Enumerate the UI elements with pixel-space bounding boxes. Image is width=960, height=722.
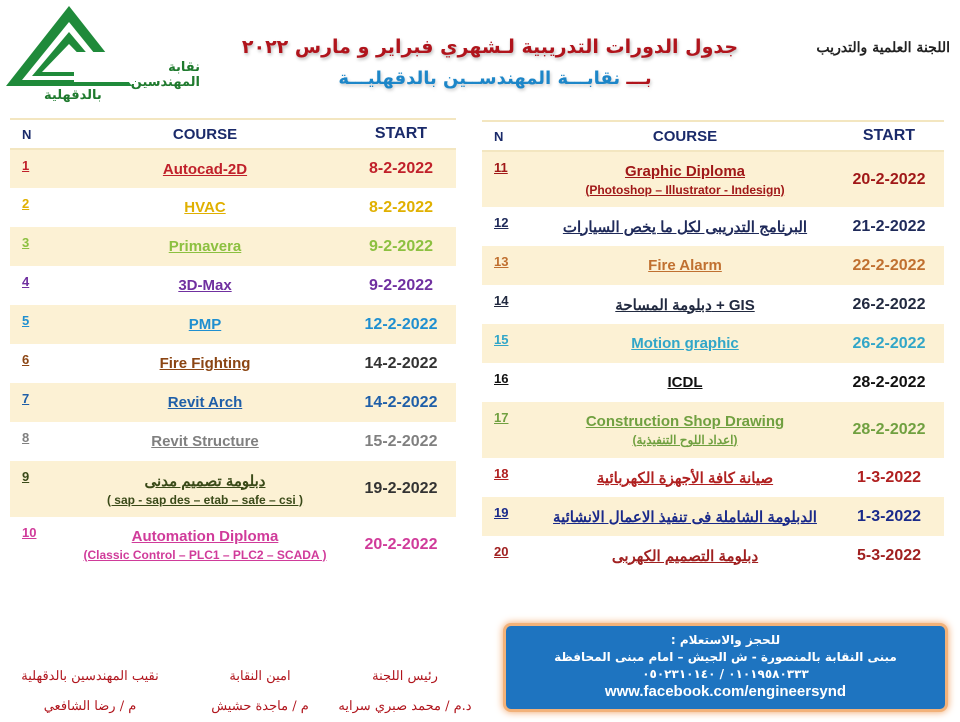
course-subtitle: ( sap - sap des – etab – safe – csi ) <box>106 492 304 507</box>
course-row <box>10 422 456 461</box>
course-name: Revit Structure <box>151 433 259 450</box>
course-number: 19 <box>482 497 536 536</box>
course-start-date: 8-2-2022 <box>346 149 456 188</box>
course-name-cell <box>536 458 834 497</box>
course-number: 11 <box>482 151 536 207</box>
course-start-date: 20-2-2022 <box>364 536 438 553</box>
subtitle-prefix: بـــ <box>626 68 652 89</box>
course-name: Fire Fighting <box>159 355 251 372</box>
course-name-cell <box>536 497 834 536</box>
course-name-cell <box>64 517 346 573</box>
contact-heading: للحجز والاستعلام : <box>670 633 781 647</box>
course-row <box>10 266 456 305</box>
course-number: 1 <box>10 149 64 188</box>
course-name-cell <box>536 324 834 363</box>
course-number: 6 <box>22 352 30 367</box>
course-name: Graphic Diploma <box>624 162 746 180</box>
course-start-date: 21-2-2022 <box>852 217 926 235</box>
course-number: 20 <box>494 544 509 559</box>
col-course: COURSE <box>536 121 834 151</box>
course-row <box>10 227 456 266</box>
course-number: 12 <box>494 215 509 230</box>
course-row <box>10 517 456 573</box>
course-name-cell <box>536 285 834 324</box>
course-number: 9 <box>10 461 64 517</box>
course-row <box>482 363 944 402</box>
course-name: Primavera <box>168 238 242 255</box>
signature-name: م / رضا الشافعي <box>43 699 137 714</box>
course-row <box>482 246 944 285</box>
col-course: COURSE <box>64 119 346 149</box>
course-number: 2 <box>22 196 30 211</box>
course-name-cell <box>536 536 834 575</box>
course-name-cell <box>64 266 346 305</box>
course-row <box>10 305 456 344</box>
syndicate-logo <box>4 4 200 108</box>
course-row <box>482 402 944 458</box>
contact-phones: ٠١٠١٩٥٨٠٣٣٣ / ٠٥٠٢٣١٠١٤٠ <box>642 667 809 681</box>
course-row <box>482 207 944 246</box>
course-name-cell <box>64 344 346 383</box>
course-name: صيانة كافة الأجهزة الكهربائية <box>596 469 774 487</box>
col-start: START <box>346 119 456 149</box>
course-start-date: 26-2-2022 <box>852 295 926 313</box>
course-subtitle: (اعداد اللوح التنفيذية) <box>632 433 738 447</box>
course-row <box>482 285 944 324</box>
course-name-cell <box>536 246 834 285</box>
course-row <box>482 536 944 575</box>
course-name: Autocad-2D <box>162 160 248 178</box>
course-name: دبلومة التصميم الكهربى <box>611 547 759 565</box>
course-name-cell <box>536 402 834 458</box>
course-subtitle: (Photoshop – Illustrator - Indesign) <box>585 182 785 197</box>
course-row <box>10 188 456 227</box>
course-start-date: 14-2-2022 <box>364 354 438 372</box>
course-row <box>482 458 944 497</box>
course-number: 3 <box>10 227 64 266</box>
course-name: Automation Diploma <box>131 528 279 545</box>
course-start-date: 28-2-2022 <box>834 402 944 458</box>
subtitle-text: نقابـــة المهندســين بالدقهليـــة <box>338 68 621 89</box>
course-start-date: 12-2-2022 <box>346 305 456 344</box>
course-number: 17 <box>482 402 536 458</box>
course-name: 3D-Max <box>178 277 232 294</box>
course-row <box>10 383 456 422</box>
course-start-date: 14-2-2022 <box>346 383 456 422</box>
course-start-date: 5-3-2022 <box>856 546 922 564</box>
course-row <box>10 149 456 188</box>
course-name-cell <box>64 227 346 266</box>
course-name-cell <box>64 422 346 461</box>
course-number: 15 <box>482 324 536 363</box>
course-name: دبلومة تصميم مدنى <box>144 472 266 490</box>
course-name-cell <box>64 149 346 188</box>
course-name: Revit Arch <box>167 394 243 411</box>
page-title: جدول الدورات التدريبية لـشهري فبراير و مارس ٢٠٢٢ <box>241 36 739 58</box>
page-subtitle <box>260 68 730 89</box>
course-start-date: 9-2-2022 <box>346 227 456 266</box>
course-name: الدبلومة الشاملة فى تنفيذ الاعمال الانشائية <box>553 508 817 526</box>
courses-table-right <box>482 120 944 575</box>
signature-name: م / ماجدة حشيش <box>211 699 309 714</box>
course-name-cell <box>64 188 346 227</box>
course-number: 7 <box>10 383 64 422</box>
signature-block <box>20 662 160 722</box>
course-start-date: 15-2-2022 <box>364 432 438 450</box>
course-start-date: 1-3-2022 <box>856 468 922 486</box>
course-name-cell <box>64 461 346 517</box>
signature-block <box>190 662 330 722</box>
course-name: Fire Alarm <box>648 257 722 274</box>
course-number: 8 <box>22 430 30 445</box>
course-name: Motion graphic <box>631 335 739 352</box>
courses-table-left <box>10 118 456 573</box>
logo-text: نقابة المهندسين <box>130 60 200 90</box>
facebook-link[interactable]: www.facebook.com/engineersynd <box>604 683 847 700</box>
signature-title: رئيس اللجنة <box>372 669 438 684</box>
course-start-date: 19-2-2022 <box>346 461 456 517</box>
course-number: 16 <box>494 371 509 386</box>
signature-name: د.م / محمد صبري سرايه <box>338 699 472 714</box>
contact-address: مبنى النقابة بالمنصورة - ش الجيش – امام مبنى المحافظة <box>554 650 897 664</box>
course-number: 10 <box>22 525 37 540</box>
course-start-date: 26-2-2022 <box>834 324 944 363</box>
course-number: 4 <box>22 274 30 289</box>
signature-block <box>325 662 485 722</box>
signature-title: امين النقابة <box>229 669 291 684</box>
course-number: 13 <box>482 246 536 285</box>
course-start-date: 22-2-2022 <box>834 246 944 285</box>
col-start: START <box>834 121 944 151</box>
course-start-date: 28-2-2022 <box>852 373 926 391</box>
course-subtitle: (Classic Control – PLC1 – PLC2 – SCADA ) <box>83 548 327 562</box>
course-name-cell <box>64 383 346 422</box>
course-row <box>10 344 456 383</box>
course-name: البرنامج التدريبى لكل ما يخص السيارات <box>562 218 808 236</box>
course-row <box>482 497 944 536</box>
course-name: دبلومة المساحة + GIS <box>615 296 755 314</box>
course-name: Construction Shop Drawing <box>585 413 785 430</box>
course-name-cell <box>64 305 346 344</box>
course-name: PMP <box>188 316 222 333</box>
course-row <box>482 151 944 207</box>
course-start-date: 20-2-2022 <box>834 151 944 207</box>
course-row <box>10 461 456 517</box>
course-number: 5 <box>10 305 64 344</box>
logo-text-sub: بالدقهلية <box>44 88 102 103</box>
course-name-cell <box>536 151 834 207</box>
course-number: 14 <box>494 293 509 308</box>
contact-box <box>503 623 948 712</box>
course-name-cell <box>536 363 834 402</box>
signature-title: نقيب المهندسين بالدقهلية <box>21 669 159 684</box>
col-n: N <box>10 119 64 149</box>
course-start-date: 1-3-2022 <box>834 497 944 536</box>
course-name: HVAC <box>184 199 226 216</box>
course-name-cell <box>536 207 834 246</box>
course-start-date: 9-2-2022 <box>368 276 434 294</box>
course-name: ICDL <box>667 374 703 391</box>
col-n: N <box>482 121 536 151</box>
course-number: 18 <box>494 466 509 481</box>
committee-label: اللجنة العلمية والتدريب <box>816 40 950 56</box>
course-row <box>482 324 944 363</box>
course-start-date: 8-2-2022 <box>368 198 434 216</box>
